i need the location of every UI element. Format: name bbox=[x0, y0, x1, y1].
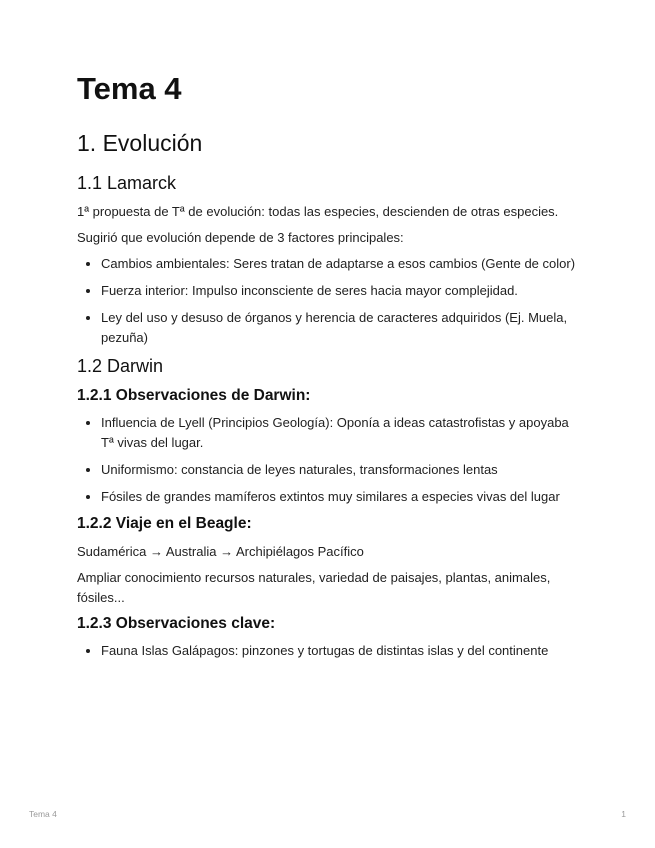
footer-document-name: Tema 4 bbox=[29, 809, 57, 819]
lamarck-paragraph-2: Sugirió que evolución depende de 3 factores principales: bbox=[77, 230, 404, 246]
observaciones-clave-list bbox=[77, 641, 582, 661]
list-item: • Uniformismo: constancia de leyes naturales, transformaciones lentas bbox=[101, 460, 582, 480]
footer-page-number: 1 bbox=[621, 809, 626, 819]
viaje-route: Sudamérica → Australia → Archipiélagos Pacífico bbox=[77, 543, 364, 559]
list-item: • Fauna Islas Galápagos: pinzones y tortugas de distintas islas y del continente bbox=[101, 641, 582, 661]
lamarck-factors-list bbox=[77, 254, 582, 348]
list-item: • Fuerza interior: Impulso inconsciente de seres hacia mayor complejidad. bbox=[101, 281, 582, 301]
subsection-heading-lamarck: 1.1 Lamarck bbox=[77, 172, 177, 193]
observaciones-list bbox=[77, 413, 582, 507]
list-item: • Ley del uso y desuso de órganos y herencia de caracteres adquiridos (Ej. Muela, pezuña) bbox=[101, 308, 582, 348]
list-item: • Influencia de Lyell (Principios Geología): Oponía a ideas catastrofistas y apoyaba Tª vivas del lugar. bbox=[101, 413, 582, 453]
document-title: Tema 4 bbox=[77, 71, 182, 106]
list-item: • Cambios ambientales: Seres tratan de adaptarse a esos cambios (Gente de color) bbox=[101, 254, 582, 274]
viaje-description: Ampliar conocimiento recursos naturales, variedad de paisajes, plantas, animales, fósiles... bbox=[77, 569, 551, 605]
heading-observaciones-clave: 1.2.3 Observaciones clave: bbox=[77, 614, 276, 632]
lamarck-paragraph-1: 1ª propuesta de Tª de evolución: todas las especies, descienden de otras especies. bbox=[77, 204, 559, 220]
section-heading-evolucion: 1. Evolución bbox=[77, 130, 203, 157]
subsection-heading-darwin: 1.2 Darwin bbox=[77, 356, 164, 377]
heading-observaciones-darwin: 1.2.1 Observaciones de Darwin: bbox=[77, 386, 311, 404]
list-item: • Fósiles de grandes mamíferos extintos muy similares a especies vivas del lugar bbox=[101, 487, 582, 507]
heading-viaje-beagle: 1.2.2 Viaje en el Beagle: bbox=[77, 515, 252, 533]
document-page bbox=[77, 70, 582, 668]
